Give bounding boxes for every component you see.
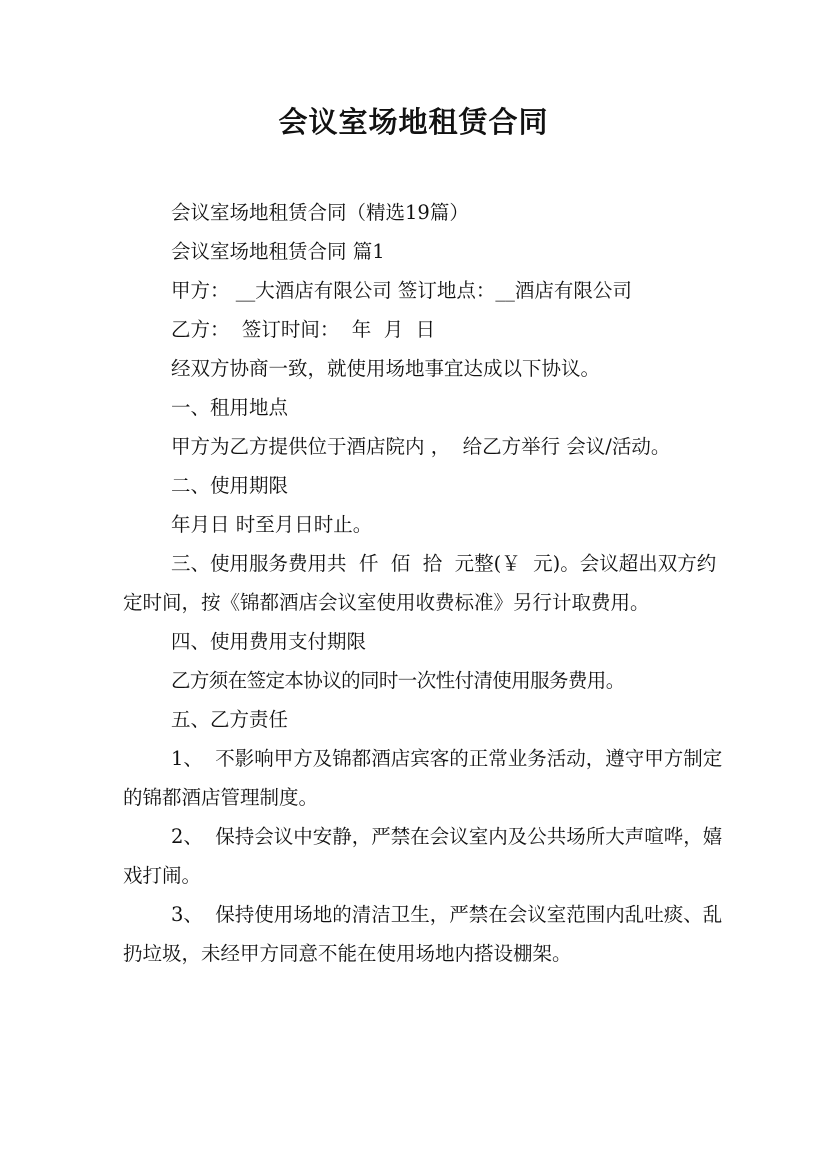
document-body — [123, 193, 723, 973]
responsibility-item-2: 2、 保持会议中安静，严禁在会议室内及公共场所大声喧哗，嬉戏打闹。 — [123, 825, 723, 887]
clause-heading-responsibility: 五、乙方责任 — [171, 708, 289, 731]
clause-text-location: 甲方为乙方提供位于酒店院内 ， 给乙方举行 会议/活动。 — [171, 435, 671, 458]
paragraph-party-a: 甲方： __大酒店有限公司 签订地点：__酒店有限公司 — [171, 279, 632, 302]
paragraph-section-heading: 会议室场地租赁合同 篇1 — [171, 240, 385, 263]
document-title: 会议室场地租赁合同 — [278, 105, 549, 139]
clause-heading-location: 一、租用地点 — [171, 396, 289, 419]
clause-heading-payment: 四、使用费用支付期限 — [171, 630, 367, 653]
paragraph-agreement-intro: 经双方协商一致，就使用场地事宜达成以下协议。 — [171, 357, 601, 380]
paragraph-party-b: 乙方： 签订时间： 年 月 日 — [171, 318, 436, 341]
clause-heading-term: 二、使用期限 — [171, 474, 289, 497]
clause-text-payment: 乙方须在签定本协议的同时一次性付清使用服务费用。 — [171, 669, 625, 692]
clause-text-term: 年月日 时至月日时止。 — [171, 513, 373, 536]
responsibility-item-3: 3、 保持使用场地的清洁卫生，严禁在会议室范围内乱吐痰、乱扔垃圾，未经甲方同意不能在使用场地内搭设棚架。 — [123, 903, 723, 965]
responsibility-item-1: 1、 不影响甲方及锦都酒店宾客的正常业务活动，遵守甲方制定的锦都酒店管理制度。 — [123, 747, 723, 809]
paragraph-subtitle: 会议室场地租赁合同（精选19篇） — [171, 201, 469, 224]
clause-text-fee: 三、使用服务费用共 仟 佰 拾 元整(￥ 元)。会议超出双方约定时间，按《锦都酒店会议室使用收费标准》另行计取费用。 — [123, 552, 717, 614]
